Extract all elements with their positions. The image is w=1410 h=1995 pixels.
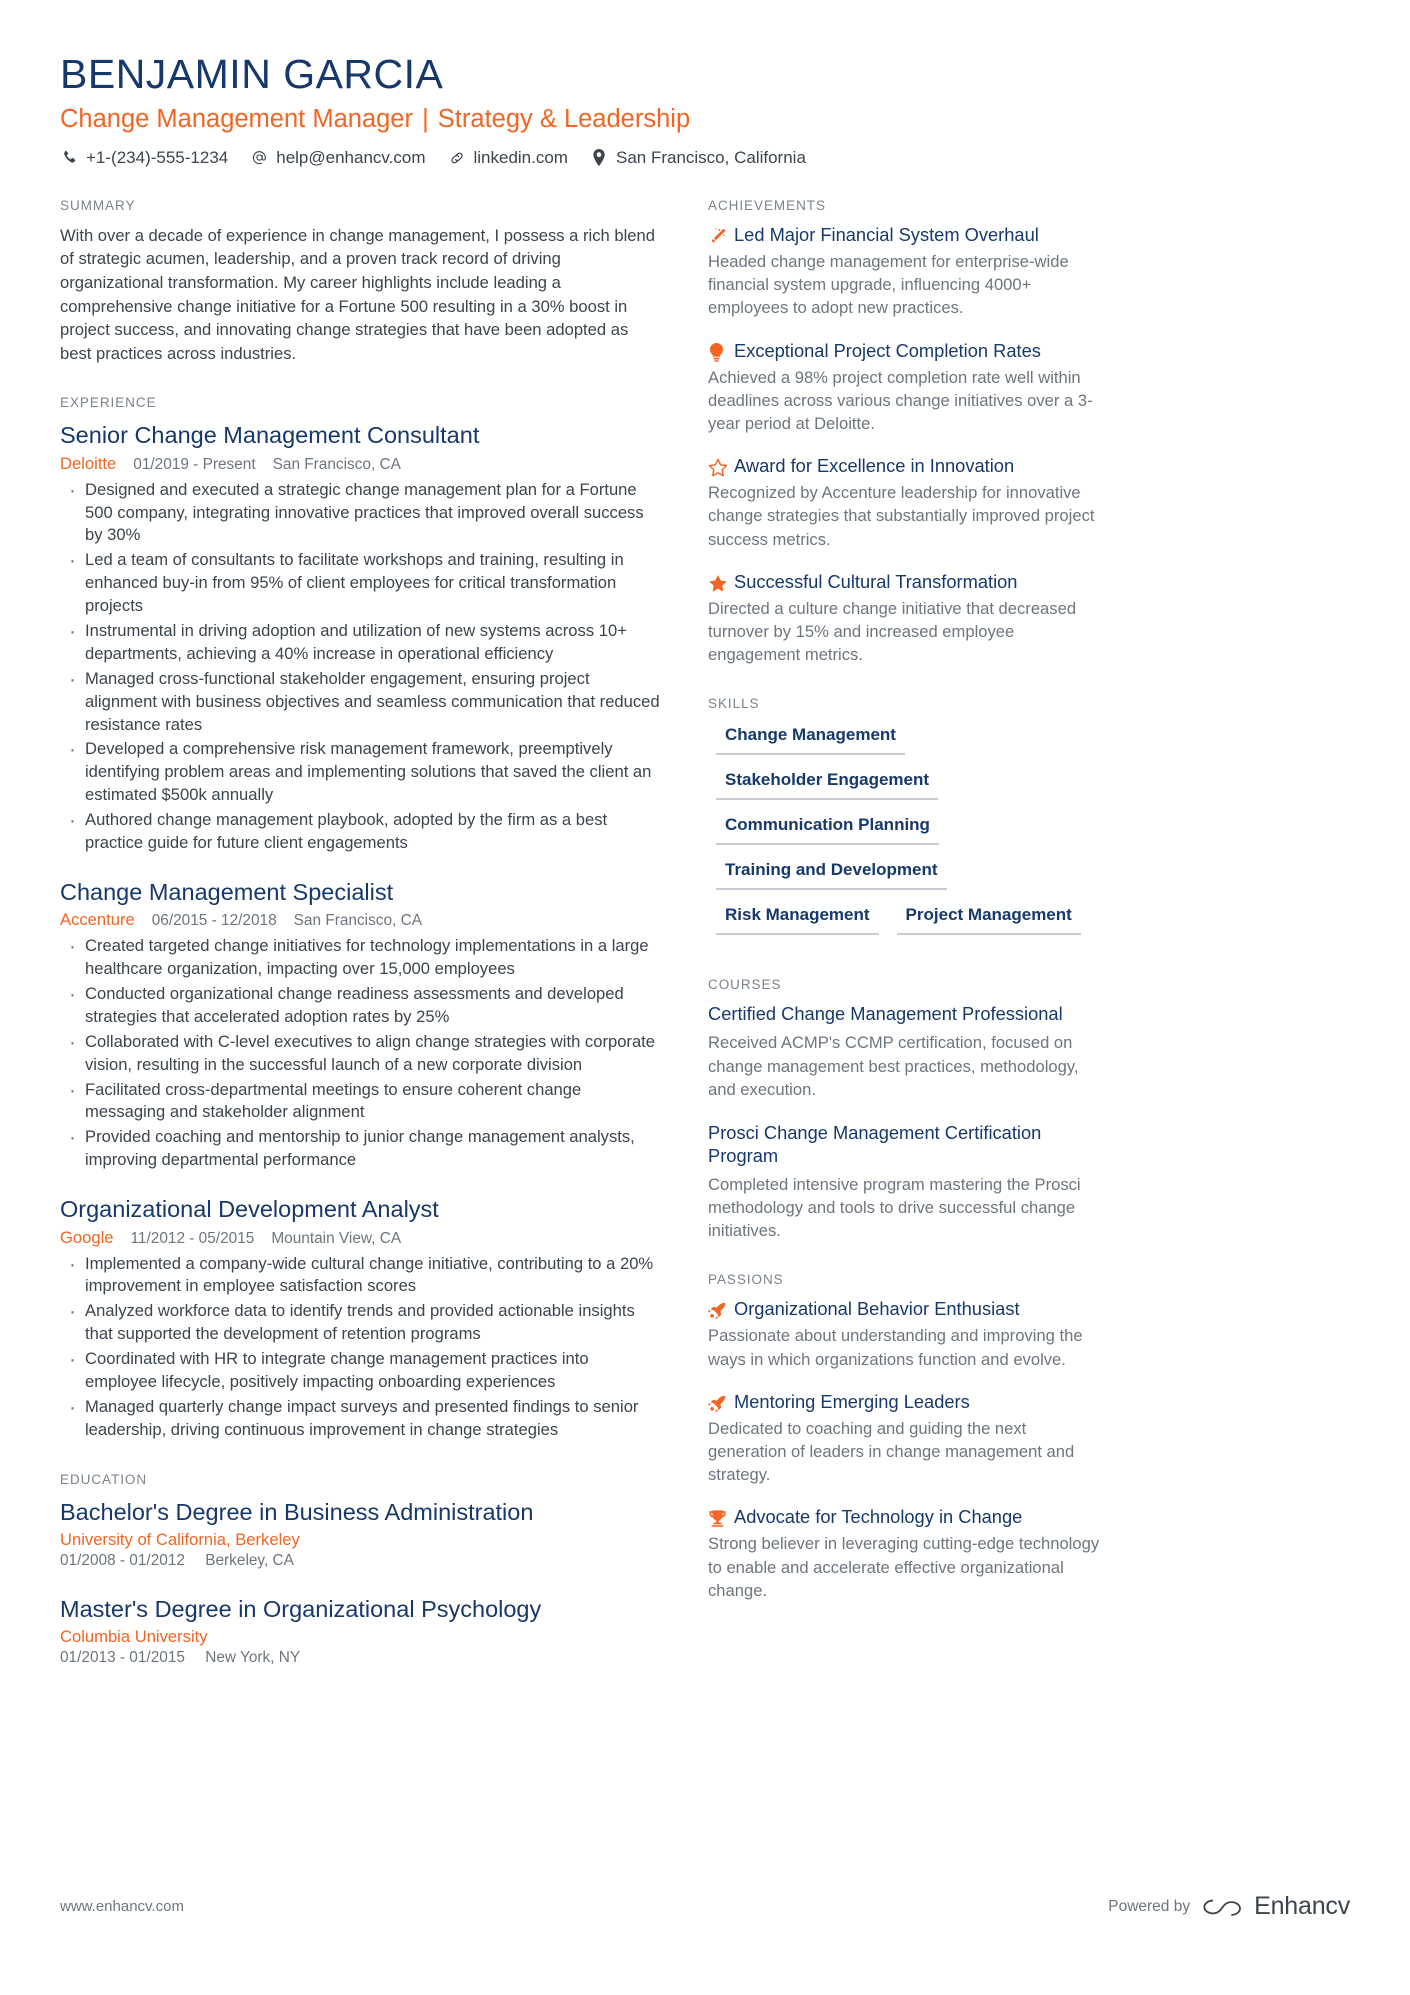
phone-icon (60, 148, 79, 167)
list-item: · Facilitated cross-departmental meetings to ensure coherent change messaging and stakeholder alignment (60, 1079, 660, 1125)
rocket-trajectory-icon (708, 1299, 734, 1322)
passion-title: Organizational Behavior Enthusiast (734, 1298, 1020, 1320)
passion-head (708, 1391, 1100, 1415)
link-icon (447, 148, 466, 167)
section-label-experience: EXPERIENCE (60, 395, 157, 411)
job-company: Google (60, 1227, 114, 1247)
course-body: Received ACMP's CCMP certification, focused on change management best practices, methodology, and execution. (708, 1033, 1079, 1099)
job-dates: 01/2019 - Present (133, 455, 256, 473)
rocket-trajectory-icon (708, 1392, 734, 1415)
contact-linkedin-text: linkedin.com (473, 147, 568, 167)
achievement-item (708, 455, 1100, 551)
job-bullets (60, 935, 660, 1172)
magic-wand-icon (708, 225, 734, 248)
email-at-icon (250, 148, 269, 167)
job-title: Organizational Development Analyst (60, 1196, 439, 1223)
list-item: · Provided coaching and mentorship to junior change management analysts, improving departmental performance (60, 1126, 660, 1172)
list-item: · Coordinated with HR to integrate change management practices into employee lifecycle, positively impacting onboarding experiences (60, 1348, 660, 1394)
section-achievements (708, 198, 1100, 667)
contact-location (590, 148, 806, 168)
page-title: BENJAMIN GARCIA (60, 51, 444, 97)
achievement-title: Led Major Financial System Overhaul (734, 223, 1039, 245)
headline-focus: Strategy & Leadership (437, 105, 691, 134)
job-meta (60, 910, 660, 930)
school-name: Columbia University (60, 1627, 208, 1647)
contact-phone[interactable] (60, 148, 228, 168)
job-dates: 11/2012 - 05/2015 (130, 1229, 255, 1247)
achievement-body: Achieved a 98% project completion rate well within deadlines across various change initiatives over a 3-year period at Deloitte. (708, 367, 1093, 433)
course-title: Prosci Change Management Certification Program (708, 1122, 1042, 1166)
right-column (708, 198, 1100, 1632)
page-footer (60, 1892, 1350, 1921)
list-item: · Led a team of consultants to facilitate workshops and training, resulting in enhanced buy-in from 95% of client employees for critical transformation projects (60, 549, 660, 618)
education-dates: 01/2008 - 01/2012 (60, 1552, 185, 1570)
achievement-item (708, 224, 1100, 320)
passion-head (708, 1298, 1100, 1322)
education-meta (60, 1552, 660, 1570)
achievement-title: Exceptional Project Completion Rates (734, 339, 1041, 361)
headline-role: Change Management Manager (60, 105, 413, 134)
list-item: · Collaborated with C-level executives to align change strategies with corporate vision, resulting in the successful launch of a new corporate division (60, 1031, 660, 1077)
job-company: Deloitte (60, 453, 117, 473)
headline-divider: | (422, 105, 429, 134)
contact-email-text: help@enhancv.com (276, 147, 426, 167)
passion-title: Advocate for Technology in Change (734, 1506, 1023, 1528)
section-summary (60, 198, 660, 365)
enhancv-wordmark: Enhancv (1254, 1892, 1350, 1920)
degree-title: Bachelor's Degree in Business Administration (60, 1498, 534, 1525)
list-item: · Implemented a company-wide cultural change initiative, contributing to a 20% improvement in employee satisfaction scores (60, 1253, 660, 1299)
resume-header (60, 52, 1350, 168)
passion-body: Strong believer in leveraging cutting-edge technology to enable and accelerate effective organizational change. (708, 1534, 1100, 1600)
left-column (60, 198, 660, 1698)
contact-email[interactable] (250, 148, 425, 168)
skill-chip: Project Management (897, 902, 1081, 935)
course-item (708, 1003, 1100, 1101)
section-label-courses: COURSES (708, 977, 782, 993)
achievement-body: Headed change management for enterprise-wide financial system upgrade, influencing 4000+ employees to adopt new practices. (708, 251, 1069, 318)
list-item: · Managed cross-functional stakeholder engagement, ensuring project alignment with business objectives and seamless communication that reduced resistance rates (60, 668, 660, 737)
job-company: Accenture (60, 910, 135, 930)
headline (60, 104, 1350, 135)
enhancv-mark-icon (1201, 1894, 1245, 1920)
star-outline-icon (708, 456, 734, 479)
skill-chip: Stakeholder Engagement (716, 767, 938, 800)
lightbulb-icon (708, 341, 734, 364)
job-meta (60, 1228, 660, 1248)
list-item: · Authored change management playbook, adopted by the firm as a best practice guide for future client engagements (60, 809, 660, 855)
experience-entry (60, 1195, 660, 1442)
contact-location-text: San Francisco, California (615, 147, 806, 167)
powered-by-label: Powered by (1108, 1897, 1191, 1915)
job-location: San Francisco, CA (293, 912, 422, 930)
list-item: · Created targeted change initiatives for technology implementations in a large healthcare organization, impacting over 15,000 employees (60, 935, 660, 981)
skills-list (708, 722, 1100, 947)
course-title: Certified Change Management Professional (708, 1003, 1063, 1025)
list-item: · Analyzed workforce data to identify trends and provided actionable insights that supported the development of retention programs (60, 1300, 660, 1346)
enhancv-logo (1201, 1892, 1350, 1921)
passion-item (708, 1391, 1100, 1487)
achievement-title: Award for Excellence in Innovation (734, 455, 1015, 477)
job-location: San Francisco, CA (272, 455, 401, 473)
job-title: Senior Change Management Consultant (60, 422, 480, 449)
star-filled-icon (708, 572, 734, 595)
skill-chip: Change Management (716, 722, 905, 755)
school-name: University of California, Berkeley (60, 1530, 300, 1550)
list-item: · Managed quarterly change impact surveys and presented findings to senior leadership, driving continuous improvement in change strategies (60, 1396, 660, 1442)
job-location: Mountain View, CA (271, 1229, 402, 1247)
section-label-skills: SKILLS (708, 696, 760, 712)
education-meta (60, 1649, 660, 1667)
education-entry (60, 1498, 660, 1570)
achievement-item (708, 571, 1100, 667)
achievement-title: Successful Cultural Transformation (734, 570, 1018, 592)
achievement-head (708, 224, 1100, 248)
passion-head (708, 1506, 1100, 1530)
section-skills (708, 696, 1100, 947)
skill-chip: Training and Development (716, 857, 947, 890)
list-item: · Conducted organizational change readiness assessments and developed strategies that accelerated adoption rates by 25% (60, 983, 660, 1029)
section-label-achievements: ACHIEVEMENTS (708, 197, 826, 213)
footer-branding (1108, 1892, 1350, 1921)
list-item: · Designed and executed a strategic change management plan for a Fortune 500 company, integrating innovative practices that improved overall success by 30% (60, 479, 660, 548)
achievement-body: Directed a culture change initiative that decreased turnover by 15% and increased employee engagement metrics. (708, 598, 1077, 665)
section-label-education: EDUCATION (60, 1471, 148, 1487)
section-label-summary: SUMMARY (60, 197, 136, 213)
achievement-item (708, 340, 1100, 436)
passion-body: Dedicated to coaching and guiding the next generation of leaders in change management and strategy. (708, 1418, 1075, 1485)
course-item (708, 1122, 1100, 1242)
passion-item (708, 1506, 1100, 1602)
passion-item (708, 1298, 1100, 1370)
education-dates: 01/2013 - 01/2015 (60, 1649, 185, 1667)
job-meta (60, 454, 660, 474)
section-education (60, 1472, 660, 1668)
list-item: · Developed a comprehensive risk management framework, preemptively identifying problem areas and implementing solutions that saved the client an estimated $500k annually (60, 738, 660, 807)
skill-chip: Communication Planning (716, 812, 939, 845)
section-courses (708, 977, 1100, 1242)
trophy-icon (708, 1507, 734, 1530)
section-experience (60, 395, 660, 1441)
passion-title: Mentoring Emerging Leaders (734, 1390, 970, 1412)
contact-bar (60, 148, 1350, 168)
education-location: New York, NY (205, 1649, 301, 1667)
education-location: Berkeley, CA (205, 1552, 294, 1570)
job-bullets (60, 1253, 660, 1442)
skill-chip: Risk Management (716, 902, 879, 935)
course-body: Completed intensive program mastering the Prosci methodology and tools to drive successful change initiatives. (708, 1174, 1081, 1241)
passion-body: Passionate about understanding and improving the ways in which organizations function and evolve. (708, 1326, 1083, 1369)
achievement-body: Recognized by Accenture leadership for innovative change strategies that substantially improved project success metrics. (708, 483, 1095, 549)
experience-entry (60, 421, 660, 855)
section-label-passions: PASSIONS (708, 1272, 784, 1288)
job-dates: 06/2015 - 12/2018 (151, 912, 277, 930)
achievement-head (708, 455, 1100, 479)
list-item: · Instrumental in driving adoption and utilization of new systems across 10+ departments, achieving a 40% increase in operational efficiency (60, 620, 660, 666)
footer-url[interactable]: www.enhancv.com (60, 1898, 184, 1915)
degree-title: Master's Degree in Organizational Psychology (60, 1596, 542, 1623)
location-pin-icon (590, 148, 609, 167)
experience-entry (60, 878, 660, 1172)
job-title: Change Management Specialist (60, 878, 394, 905)
job-bullets (60, 479, 660, 855)
achievement-head (708, 340, 1100, 364)
section-passions (708, 1272, 1100, 1602)
education-entry (60, 1595, 660, 1667)
resume-body (60, 198, 1350, 1698)
achievement-head (708, 571, 1100, 595)
contact-phone-text: +1-(234)-555-1234 (86, 147, 229, 167)
contact-linkedin[interactable] (447, 148, 568, 168)
summary-text: With over a decade of experience in change management, I possess a rich blend of strategic acumen, leadership, and a proven track record of driving organizational transformation. My career highlights include leading a comprehensive change initiative for a Fortune 500 resulting in a 30% boost in project success, and innovating change strategies that have been adopted as best practices across industries. (60, 225, 655, 363)
